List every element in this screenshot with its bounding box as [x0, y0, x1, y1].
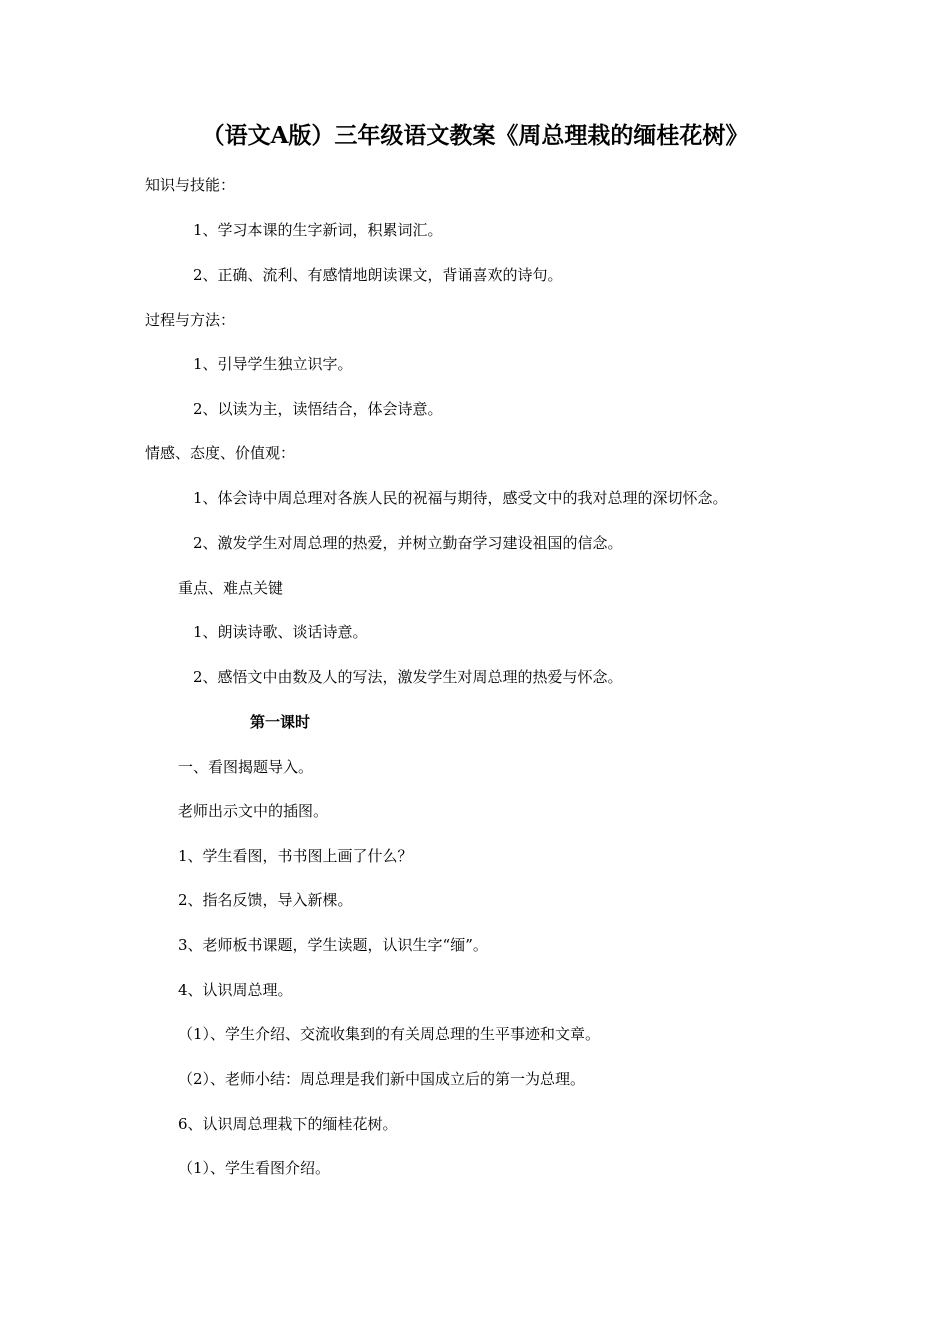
list-item: 2、激发学生对周总理的热爱，并树立勤奋学习建设祖国的信念。: [193, 534, 623, 552]
lesson-heading: 第一课时: [250, 713, 311, 731]
document-title: （语文A版）三年级语文教案《周总理栽的缅桂花树》: [201, 122, 749, 149]
section-heading-process: 过程与方法：: [145, 311, 236, 329]
list-item: 1、学习本课的生字新词，积累词汇。: [193, 221, 443, 239]
list-item: 3、老师板书课题，学生读题，认识生字“缅”。: [178, 936, 488, 954]
sub-list-item: （2）、老师小结：周总理是我们新中国成立后的第一为总理。: [178, 1070, 586, 1088]
list-item: 4、认识周总理。: [178, 981, 293, 999]
list-item: 1、体会诗中周总理对各族人民的祝福与期待，感受文中的我对总理的深切怀念。: [193, 489, 728, 507]
sub-list-item: （1）、学生介绍、交流收集到的有关周总理的生平事迹和文章。: [178, 1025, 601, 1043]
section-heading-emotion: 情感、态度、价值观：: [145, 444, 296, 462]
list-item: 2、以读为主，读悟结合，体会诗意。: [193, 400, 443, 418]
list-item: 2、指名反馈，导入新棵。: [178, 891, 353, 909]
list-item: 1、朗读诗歌、谈话诗意。: [193, 623, 368, 641]
section-heading-knowledge: 知识与技能：: [145, 176, 236, 194]
list-item: 2、感悟文中由数及人的写法，激发学生对周总理的热爱与怀念。: [193, 668, 623, 686]
paragraph: 老师出示文中的插图。: [178, 802, 329, 820]
sub-list-item: （1）、学生看图介绍。: [178, 1159, 331, 1177]
list-item: 1、学生看图，书书图上画了什么？: [178, 847, 413, 865]
list-item: 6、认识周总理栽下的缅桂花树。: [178, 1115, 398, 1133]
step-heading: 一、看图揭题导入。: [178, 758, 314, 776]
section-heading-key-points: 重点、难点关键: [178, 579, 284, 597]
list-item: 1、引导学生独立识字。: [193, 355, 353, 373]
list-item: 2、正确、流利、有感情地朗读课文，背诵喜欢的诗句。: [193, 266, 563, 284]
